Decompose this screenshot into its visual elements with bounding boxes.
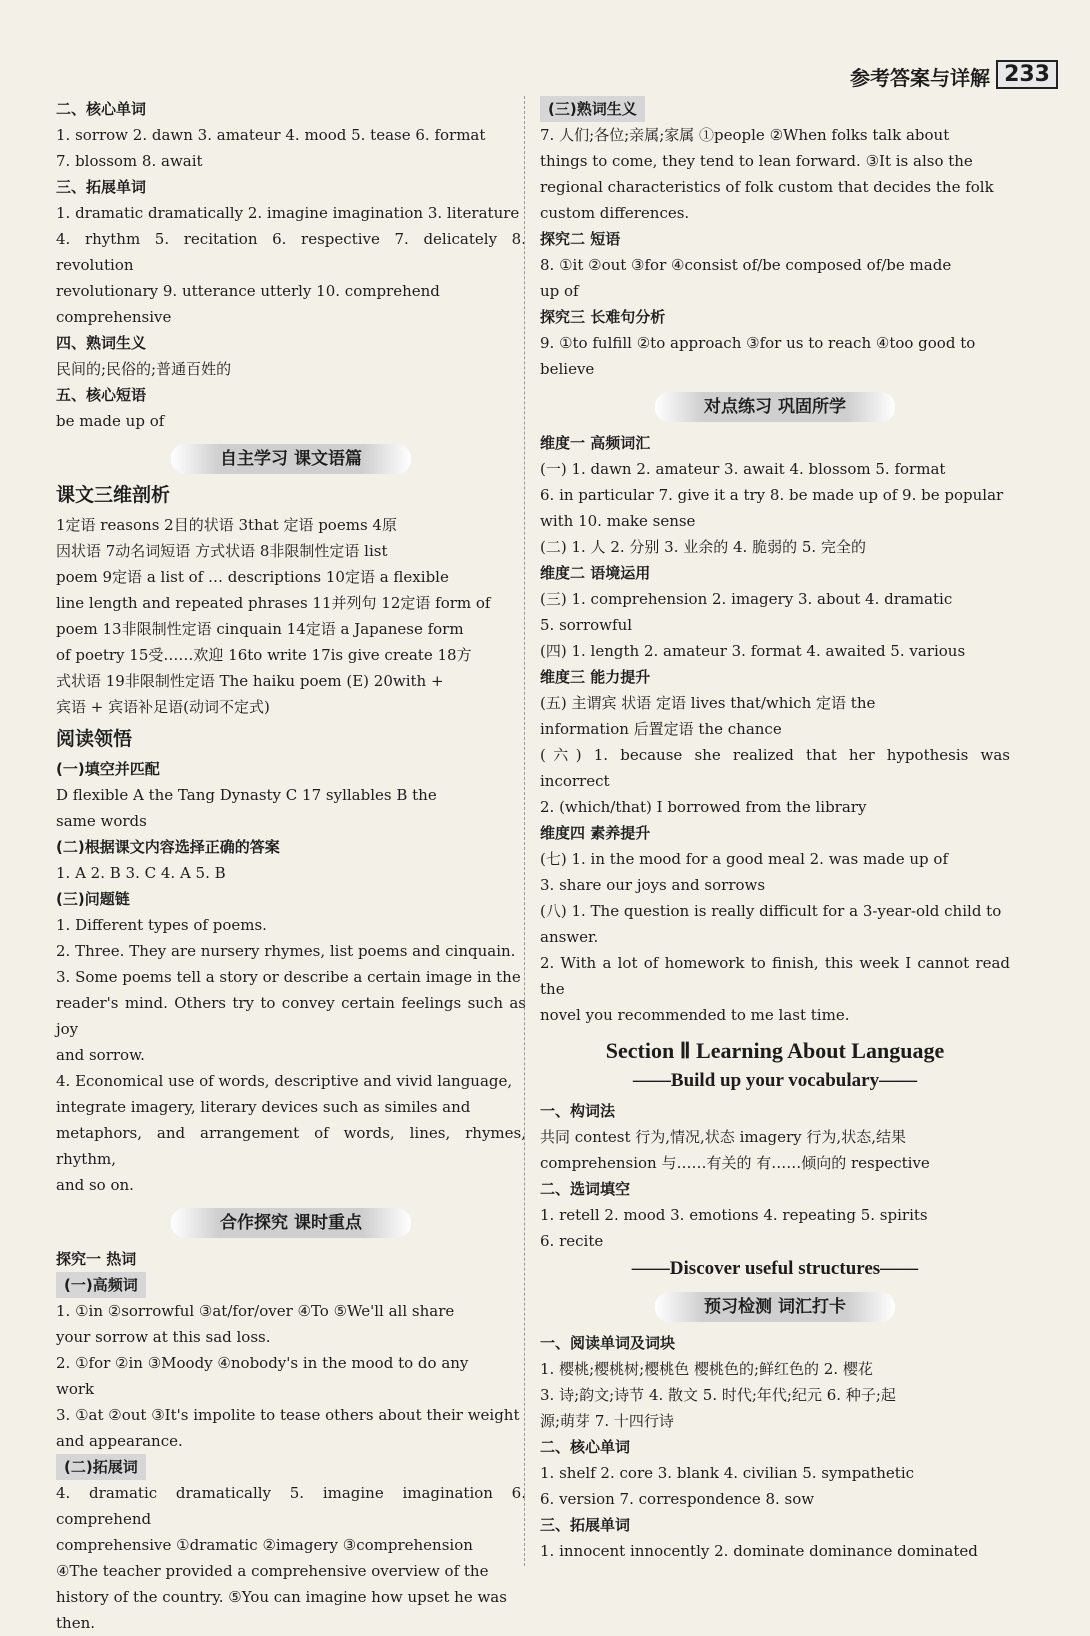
answer-line: 6. in particular 7. give it a try 8. be made up of 9. be popular — [540, 486, 1004, 504]
answer-line: line length and repeated phrases 11并列句 12定语 form of — [56, 594, 491, 612]
answer-line: same words — [56, 812, 147, 830]
column-divider — [524, 96, 525, 1566]
answer-line: 1. 樱桃;樱桃树;樱桃色 樱桃色的;鲜红色的 2. 樱花 — [540, 1360, 873, 1378]
answer-line: 7. 人们;各位;亲属;家属 ①people ②When folks talk about — [540, 126, 950, 144]
major-heading: 阅读领悟 — [56, 728, 133, 750]
section-heading: 四、熟词生义 — [56, 334, 147, 352]
sub-title: ——Build up your vocabulary—— — [632, 1070, 918, 1091]
answer-line: things to come, they tend to lean forward. ③It is also the — [540, 152, 973, 170]
answer-line: 7. blossom 8. await — [56, 152, 203, 170]
section-heading: 三、拓展单词 — [56, 178, 147, 196]
answer-line: reader's mind. Others try to convey certain feelings such as joy — [56, 994, 526, 1038]
section-heading: 探究一 热词 — [56, 1250, 137, 1268]
answer-line: comprehensive — [56, 308, 172, 326]
section-heading: 维度二 语境运用 — [540, 564, 651, 582]
answer-line: 4. Economical use of words, descriptive and vivid language, — [56, 1072, 513, 1090]
right-column — [540, 96, 1010, 1564]
answer-line: 6. version 7. correspondence 8. sow — [540, 1490, 815, 1508]
answer-line: poem 9定语 a list of … descriptions 10定语 a flexible — [56, 568, 449, 586]
answer-line: 1. retell 2. mood 3. emotions 4. repeating 5. spirits — [540, 1206, 928, 1224]
answer-line: and appearance. — [56, 1432, 183, 1450]
section-heading: 一、阅读单词及词块 — [540, 1334, 676, 1352]
answer-line: 因状语 7动名词短语 方式状语 8非限制性定语 list — [56, 542, 388, 560]
answer-line: 3. Some poems tell a story or describe a certain image in the — [56, 968, 521, 986]
answer-line: 1. shelf 2. core 3. blank 4. civilian 5. sympathetic — [540, 1464, 915, 1482]
sub-title: ——Discover useful structures—— — [631, 1258, 919, 1279]
answer-line: 6. recite — [540, 1232, 604, 1250]
answer-line: comprehensive ①dramatic ②imagery ③comprehension — [56, 1536, 473, 1554]
answer-line: 3. share our joys and sorrows — [540, 876, 766, 894]
section-band: 自主学习 课文语篇 — [171, 444, 411, 474]
section-band: 对点练习 巩固所学 — [655, 392, 895, 422]
section-heading: 二、选词填空 — [540, 1180, 631, 1198]
answer-line: (五) 主谓宾 状语 定语 lives that/which 定语 the — [540, 694, 876, 712]
section-heading: 二、核心单词 — [56, 100, 147, 118]
answer-line: and sorrow. — [56, 1046, 145, 1064]
highlight-heading: (二)拓展词 — [56, 1454, 146, 1480]
answer-line: poem 13非限制性定语 cinquain 14定语 a Japanese form — [56, 620, 464, 638]
answer-line: history of the country. ⑤You can imagine how upset he was — [56, 1588, 507, 1606]
answer-line: (二) 1. 人 2. 分别 3. 业余的 4. 脆弱的 5. 完全的 — [540, 538, 866, 556]
section-heading: 三、拓展单词 — [540, 1516, 631, 1534]
answer-line: (三) 1. comprehension 2. imagery 3. about 4. dramatic — [540, 590, 953, 608]
section-heading: 一、构词法 — [540, 1102, 616, 1120]
answer-line: 2. (which/that) I borrowed from the library — [540, 798, 867, 816]
answer-line: custom differences. — [540, 204, 690, 222]
answer-line: 式状语 19非限制性定语 The haiku poem (E) 20with + — [56, 672, 444, 690]
header-title: 参考答案与详解 — [850, 66, 990, 90]
answer-line: 共同 contest 行为,情况,状态 imagery 行为,状态,结果 — [540, 1128, 906, 1146]
answer-line: believe — [540, 360, 595, 378]
page-number: 233 — [996, 60, 1058, 89]
answer-line: integrate imagery, literary devices such as similes and — [56, 1098, 471, 1116]
answer-line: 3. ①at ②out ③It's impolite to tease others about their weight — [56, 1406, 520, 1424]
answer-line: up of — [540, 282, 579, 300]
section-band: 合作探究 课时重点 — [171, 1208, 411, 1238]
answer-line: novel you recommended to me last time. — [540, 1006, 850, 1024]
highlight-heading: (一)高频词 — [56, 1272, 146, 1298]
answer-line: 源;萌芽 7. 十四行诗 — [540, 1412, 674, 1430]
highlight-heading: (三)熟词生义 — [540, 96, 645, 122]
answer-line: comprehension 与……有关的 有……倾向的 respective — [540, 1154, 930, 1172]
answer-line: 8. ①it ②out ③for ④consist of/be composed of/be made — [540, 256, 952, 274]
answer-line: 1. innocent innocently 2. dominate dominance dominated — [540, 1542, 978, 1560]
section-heading: (一)填空并匹配 — [56, 760, 160, 778]
answer-line: ④The teacher provided a comprehensive overview of the — [56, 1562, 489, 1580]
section-heading: 维度一 高频词汇 — [540, 434, 651, 452]
answer-line: 2. Three. They are nursery rhymes, list poems and cinquain. — [56, 942, 516, 960]
section-heading: 探究二 短语 — [540, 230, 621, 248]
answer-line: (七) 1. in the mood for a good meal 2. was made up of — [540, 850, 948, 868]
answer-line: 4. rhythm 5. recitation 6. respective 7. delicately 8. revolution — [56, 230, 526, 274]
answer-line: 1定语 reasons 2目的状语 3that 定语 poems 4原 — [56, 516, 397, 534]
answer-line: 1. sorrow 2. dawn 3. amateur 4. mood 5. tease 6. format — [56, 126, 486, 144]
answer-line: 2. ①for ②in ③Moody ④nobody's in the mood to do any — [56, 1354, 469, 1372]
section-band: 预习检测 词汇打卡 — [655, 1292, 895, 1322]
section-heading: (三)问题链 — [56, 890, 130, 908]
answer-line: (一) 1. dawn 2. amateur 3. await 4. blossom 5. format — [540, 460, 946, 478]
answer-line: 9. ①to fulfill ②to approach ③for us to reach ④too good to — [540, 334, 976, 352]
section-heading: 探究三 长难句分析 — [540, 308, 666, 326]
answer-line: information 后置定语 the chance — [540, 720, 782, 738]
answer-line: (八) 1. The question is really difficult for a 3-year-old child to — [540, 902, 1002, 920]
answer-line: of poetry 15受……欢迎 16to write 17is give create 18方 — [56, 646, 472, 664]
answer-line: D flexible A the Tang Dynasty C 17 syllables B the — [56, 786, 437, 804]
answer-line: work — [56, 1380, 95, 1398]
answer-line: revolutionary 9. utterance utterly 10. comprehend — [56, 282, 440, 300]
answer-line: your sorrow at this sad loss. — [56, 1328, 271, 1346]
answer-line: (六) 1. because she realized that her hypothesis was incorrect — [540, 746, 1010, 790]
answer-line: with 10. make sense — [540, 512, 696, 530]
answer-line: 5. sorrowful — [540, 616, 633, 634]
answer-line: 4. dramatic dramatically 5. imagine imagination 6. comprehend — [56, 1484, 526, 1528]
answer-line: 2. With a lot of homework to finish, this week I cannot read the — [540, 954, 1010, 998]
answer-line: 1. ①in ②sorrowful ③at/for/over ④To ⑤We'll all share — [56, 1302, 455, 1320]
answer-line: metaphors, and arrangement of words, lines, rhymes, rhythm, — [56, 1124, 526, 1168]
major-heading: 课文三维剖析 — [56, 484, 171, 506]
answer-line: (四) 1. length 2. amateur 3. format 4. awaited 5. various — [540, 642, 966, 660]
answer-line: 民间的;民俗的;普通百姓的 — [56, 360, 232, 378]
answer-line: 3. 诗;韵文;诗节 4. 散文 5. 时代;年代;纪元 6. 种子;起 — [540, 1386, 896, 1404]
section-heading: (二)根据课文内容选择正确的答案 — [56, 838, 280, 856]
section-heading: 维度四 素养提升 — [540, 824, 651, 842]
answer-line: and so on. — [56, 1176, 134, 1194]
answer-line: then. — [56, 1614, 95, 1632]
answer-line: 宾语 + 宾语补足语(动词不定式) — [56, 698, 270, 716]
answer-line: be made up of — [56, 412, 165, 430]
answer-line: 1. A 2. B 3. C 4. A 5. B — [56, 864, 226, 882]
answer-line: 1. Different types of poems. — [56, 916, 267, 934]
section-heading: 维度三 能力提升 — [540, 668, 651, 686]
left-column — [56, 96, 526, 1636]
answer-line: 1. dramatic dramatically 2. imagine imagination 3. literature — [56, 204, 520, 222]
page-header — [0, 56, 1090, 96]
answer-line: regional characteristics of folk custom that decides the folk — [540, 178, 994, 196]
section-heading: 二、核心单词 — [540, 1438, 631, 1456]
section-title: Section Ⅱ Learning About Language — [605, 1038, 945, 1063]
answer-line: answer. — [540, 928, 599, 946]
section-heading: 五、核心短语 — [56, 386, 147, 404]
